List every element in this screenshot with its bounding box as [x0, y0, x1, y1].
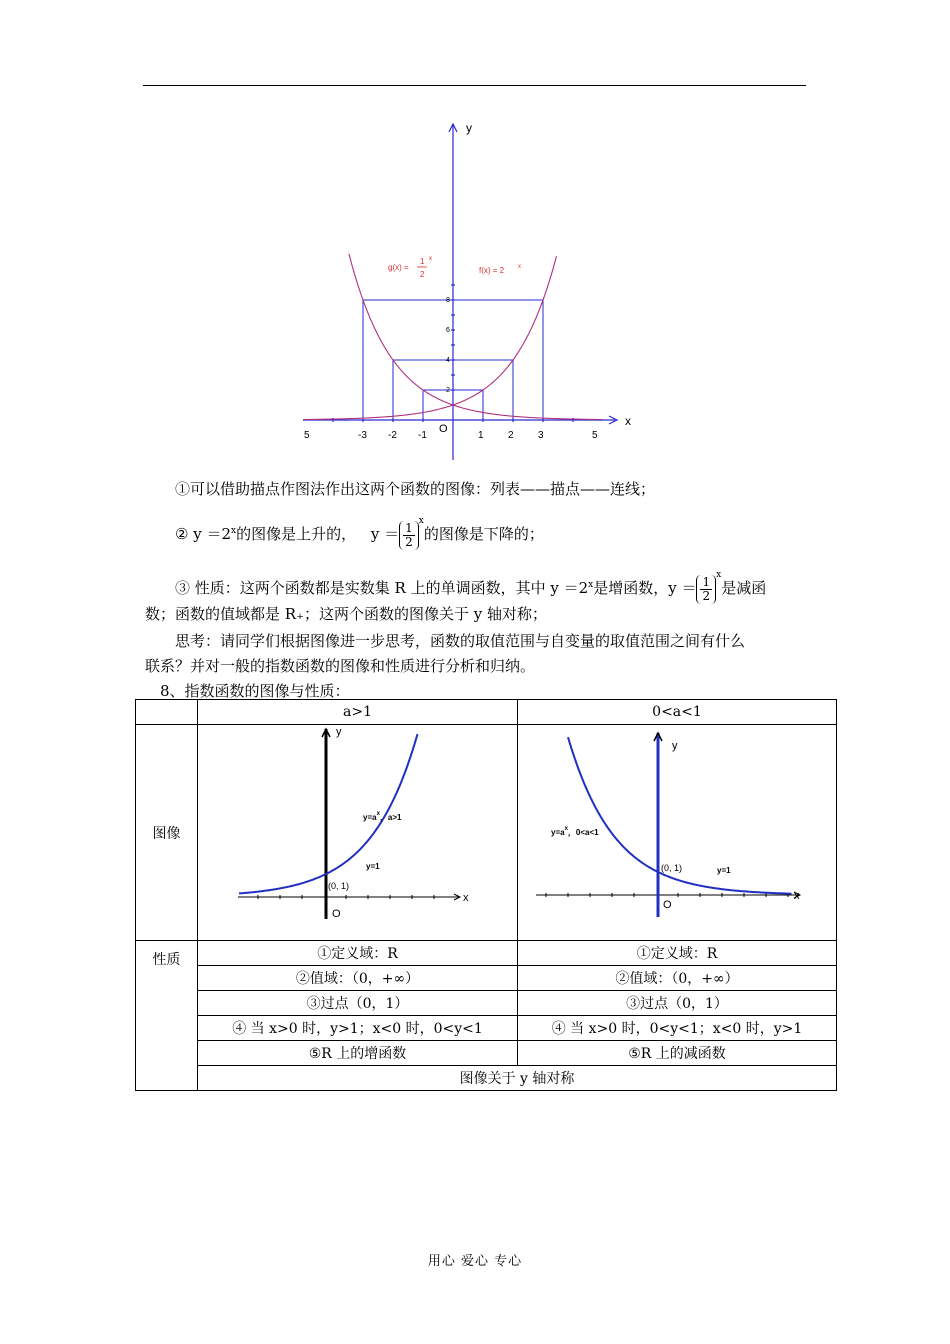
- g-num: 1: [420, 257, 425, 266]
- para-3: [175, 564, 766, 604]
- x-tick-label: 2: [508, 430, 514, 441]
- x-tick-label: 1: [478, 430, 484, 441]
- p3-den: 2: [702, 588, 711, 603]
- x-tick-label: 3: [538, 430, 544, 441]
- header-a-lt-1: 0<a<1: [517, 700, 836, 725]
- x-tick-label: 5: [304, 430, 310, 441]
- f-label: f(x) = 2: [479, 266, 505, 275]
- header-a-gt-1: a>1: [198, 700, 518, 725]
- para-7: 8、指数函数的图像与性质：: [160, 682, 350, 700]
- gl-y1-label: y=1: [366, 862, 380, 871]
- gl-y-label: y: [336, 726, 342, 738]
- g-exp: x: [429, 256, 432, 262]
- x-tick-labels: [304, 430, 598, 441]
- y-tick-label: 6: [446, 327, 450, 334]
- gr-point-label: (0, 1): [660, 863, 682, 873]
- p2-fraction: [399, 521, 419, 550]
- header-rule: [143, 85, 806, 86]
- p2-den: 2: [405, 534, 413, 549]
- y-axis-label: y: [466, 121, 472, 135]
- para-5: 思考：请同学们根据图像进一步思考，函数的取值范围与自变量的取值范围之间有什么: [175, 632, 746, 650]
- graph-cell-increasing: [198, 725, 518, 941]
- right-prop-3: ③过点（0，1）: [517, 991, 836, 1016]
- g-den: 2: [420, 270, 425, 279]
- p2-text-b: 的图像是上升的，: [236, 525, 357, 543]
- row-label-props: 性质: [136, 941, 198, 1091]
- p3-text-b: 是增函数，y ＝: [593, 579, 697, 597]
- p3-text-c: 是减函: [721, 579, 767, 597]
- y-tick-labels: [446, 297, 450, 394]
- left-prop-2: ②值域：（0，+∞）: [198, 966, 518, 991]
- p2-exp2: x: [418, 516, 424, 526]
- p3-fraction: [696, 575, 716, 604]
- page-footer: 用心 爱心 专心: [427, 1254, 523, 1269]
- axes: [303, 124, 617, 460]
- p2-num: 1: [405, 520, 413, 535]
- para-6: 联系？并对一般的指数函数的图像和性质进行分析和归纳。: [145, 657, 536, 675]
- x-axis-label: x: [625, 414, 631, 428]
- symmetry-note: 图像关于 y 轴对称: [198, 1066, 837, 1091]
- p2-exp: x: [231, 526, 237, 536]
- p2-text-d: 的图像是下降的；: [423, 525, 544, 543]
- para-4: 数；函数的值域都是 R₊；这两个函数的图像关于 y 轴对称；: [145, 605, 547, 623]
- gr-x-label: x: [793, 890, 800, 902]
- curve-f-2x: [303, 256, 557, 419]
- gr-curve-label: $y=a^x$，0<a<1: [550, 826, 599, 837]
- left-prop-5: ⑤R 上的增函数: [198, 1041, 518, 1066]
- g-label: g(x) =: [388, 263, 409, 272]
- row-label-image: 图像: [136, 725, 198, 941]
- graph-increasing: [198, 725, 516, 940]
- gl-o-label: O: [332, 908, 341, 920]
- left-prop-4: ④ 当 x>0 时，y>1；x<0 时，0<y<1: [198, 1016, 518, 1041]
- left-prop-3: ③过点（0，1）: [198, 991, 518, 1016]
- y-tick-label: 2: [446, 387, 450, 394]
- p3-num: 1: [702, 574, 711, 589]
- gl-x-label: x: [463, 892, 469, 904]
- table-corner: [136, 700, 198, 725]
- gr-y1-label: y=1: [716, 866, 731, 875]
- p3-exp2: x: [716, 570, 722, 580]
- x-tick-label: -1: [418, 430, 427, 441]
- p3-text-a: ③ 性质：这两个函数都是实数集 R 上的单调函数，其中 y ＝2: [175, 579, 589, 597]
- gl-curve-label: $y=a^x$，a>1: [363, 811, 402, 822]
- f-exp: x: [518, 264, 521, 270]
- graph-decreasing: [518, 725, 836, 940]
- x-tick-label: -3: [358, 430, 367, 441]
- right-prop-4: ④ 当 x>0 时，0<y<1；x<0 时，y>1: [517, 1016, 836, 1041]
- p2-text-c: y ＝: [370, 525, 400, 543]
- exponential-figure: [295, 115, 640, 465]
- x-tick-label: -2: [388, 430, 397, 441]
- para-2: [175, 510, 544, 550]
- p3-exp: x: [588, 580, 594, 590]
- gl-point-label: (0, 1): [328, 881, 350, 891]
- x-tick-label: 5: [592, 430, 598, 441]
- gr-y-label: y: [671, 740, 678, 752]
- right-prop-1: ①定义域：R: [517, 941, 836, 966]
- gr-o-label: O: [662, 899, 672, 911]
- properties-table: [135, 699, 837, 1091]
- origin-label: O: [439, 423, 448, 435]
- para-1: ①可以借助描点作图法作出这两个函数的图像：列表——描点——连线；: [175, 480, 656, 498]
- right-prop-2: ②值域：（0，+∞）: [517, 966, 836, 991]
- p2-text-a: ② y ＝2: [175, 525, 232, 543]
- graph-cell-decreasing: [517, 725, 836, 941]
- right-prop-5: ⑤R 上的减函数: [517, 1041, 836, 1066]
- left-prop-1: ①定义域：R: [198, 941, 518, 966]
- y-tick-label: 8: [446, 297, 450, 304]
- y-tick-label: 4: [446, 357, 450, 364]
